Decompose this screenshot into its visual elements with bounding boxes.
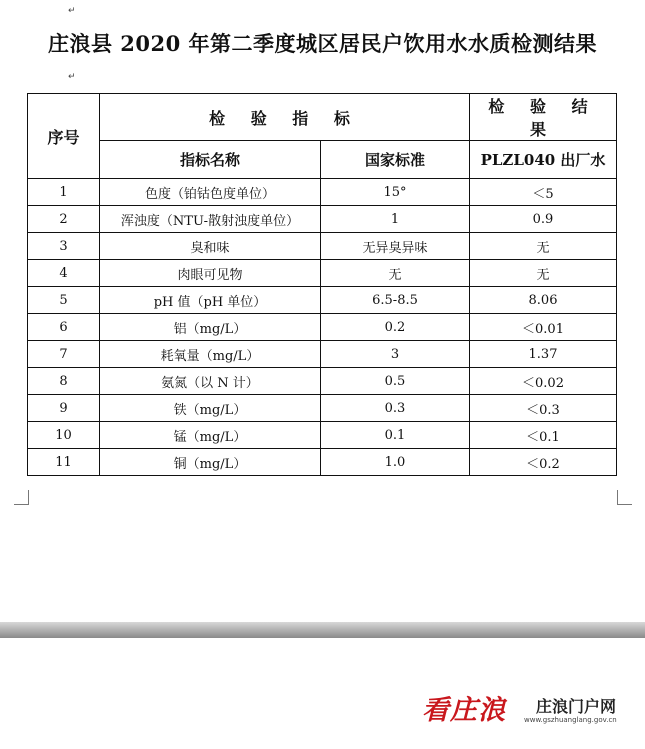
table-row <box>28 206 617 233</box>
page-corner-mark <box>617 490 632 505</box>
cell-indicator-name: 铁（mg/L） <box>100 395 321 422</box>
cell-seq: 10 <box>28 422 100 449</box>
cell-result: ＜0.1 <box>470 422 617 449</box>
col-header-standard: 国家标准 <box>321 141 470 179</box>
page-break-separator <box>0 622 645 638</box>
cell-seq: 1 <box>28 179 100 206</box>
cell-standard: 6.5-8.5 <box>321 287 470 314</box>
cell-indicator-name: 铜（mg/L） <box>100 449 321 476</box>
group-header-indicator: 检 验 指 标 <box>100 94 470 141</box>
table-row <box>28 341 617 368</box>
cell-indicator-name: 耗氧量（mg/L） <box>100 341 321 368</box>
water-quality-table <box>27 93 617 476</box>
table-header-row <box>28 94 617 141</box>
table-row <box>28 287 617 314</box>
cell-seq: 3 <box>28 233 100 260</box>
cell-result: 无 <box>470 233 617 260</box>
table-row <box>28 395 617 422</box>
cell-seq: 5 <box>28 287 100 314</box>
cell-seq: 7 <box>28 341 100 368</box>
cell-seq: 11 <box>28 449 100 476</box>
cell-standard: 0.5 <box>321 368 470 395</box>
cell-indicator-name: 锰（mg/L） <box>100 422 321 449</box>
cell-standard: 1.0 <box>321 449 470 476</box>
paragraph-mark: ↵ <box>68 6 76 16</box>
cell-result: 无 <box>470 260 617 287</box>
cell-result: ＜0.02 <box>470 368 617 395</box>
brand-logo-calligraphy: 看庄浪 <box>422 695 506 726</box>
cell-result: ＜0.2 <box>470 449 617 476</box>
page-corner-mark <box>14 490 29 505</box>
cell-indicator-name: 氨氮（以 N 计） <box>100 368 321 395</box>
table-row <box>28 179 617 206</box>
cell-indicator-name: 铝（mg/L） <box>100 314 321 341</box>
cell-standard: 无 <box>321 260 470 287</box>
cell-result: 0.9 <box>470 206 617 233</box>
cell-result: ＜0.3 <box>470 395 617 422</box>
cell-indicator-name: 浑浊度（NTU-散射浊度单位） <box>100 206 321 233</box>
document-title: 庄浪县 2020 年第二季度城区居民户饮用水水质检测结果 <box>47 31 598 56</box>
paragraph-mark: ↵ <box>68 72 76 82</box>
cell-indicator-name: 色度（铂钴色度单位） <box>100 179 321 206</box>
table-row <box>28 314 617 341</box>
cell-standard: 0.1 <box>321 422 470 449</box>
cell-standard: 0.3 <box>321 395 470 422</box>
cell-standard: 无异臭异味 <box>321 233 470 260</box>
cell-seq: 2 <box>28 206 100 233</box>
cell-seq: 6 <box>28 314 100 341</box>
table-subheader-row <box>28 141 617 179</box>
cell-result: 1.37 <box>470 341 617 368</box>
cell-indicator-name: 臭和味 <box>100 233 321 260</box>
table-row <box>28 233 617 260</box>
site-url: www.gszhuanglang.gov.cn <box>524 716 617 724</box>
cell-seq: 9 <box>28 395 100 422</box>
cell-seq: 4 <box>28 260 100 287</box>
cell-indicator-name: 肉眼可见物 <box>100 260 321 287</box>
site-name: 庄浪门户网 <box>536 697 617 716</box>
group-header-result: 检 验 结 果 <box>470 94 617 141</box>
cell-result: ＜5 <box>470 179 617 206</box>
table-row <box>28 449 617 476</box>
table-row <box>28 368 617 395</box>
col-header-name: 指标名称 <box>100 141 321 179</box>
table-row <box>28 422 617 449</box>
col-header-seq: 序号 <box>28 94 100 179</box>
cell-result: ＜0.01 <box>470 314 617 341</box>
cell-seq: 8 <box>28 368 100 395</box>
cell-standard: 1 <box>321 206 470 233</box>
col-header-result: PLZL040 出厂水 <box>470 141 617 179</box>
cell-standard: 0.2 <box>321 314 470 341</box>
table-row <box>28 260 617 287</box>
cell-standard: 15° <box>321 179 470 206</box>
cell-result: 8.06 <box>470 287 617 314</box>
cell-indicator-name: pH 值（pH 单位） <box>100 287 321 314</box>
cell-standard: 3 <box>321 341 470 368</box>
